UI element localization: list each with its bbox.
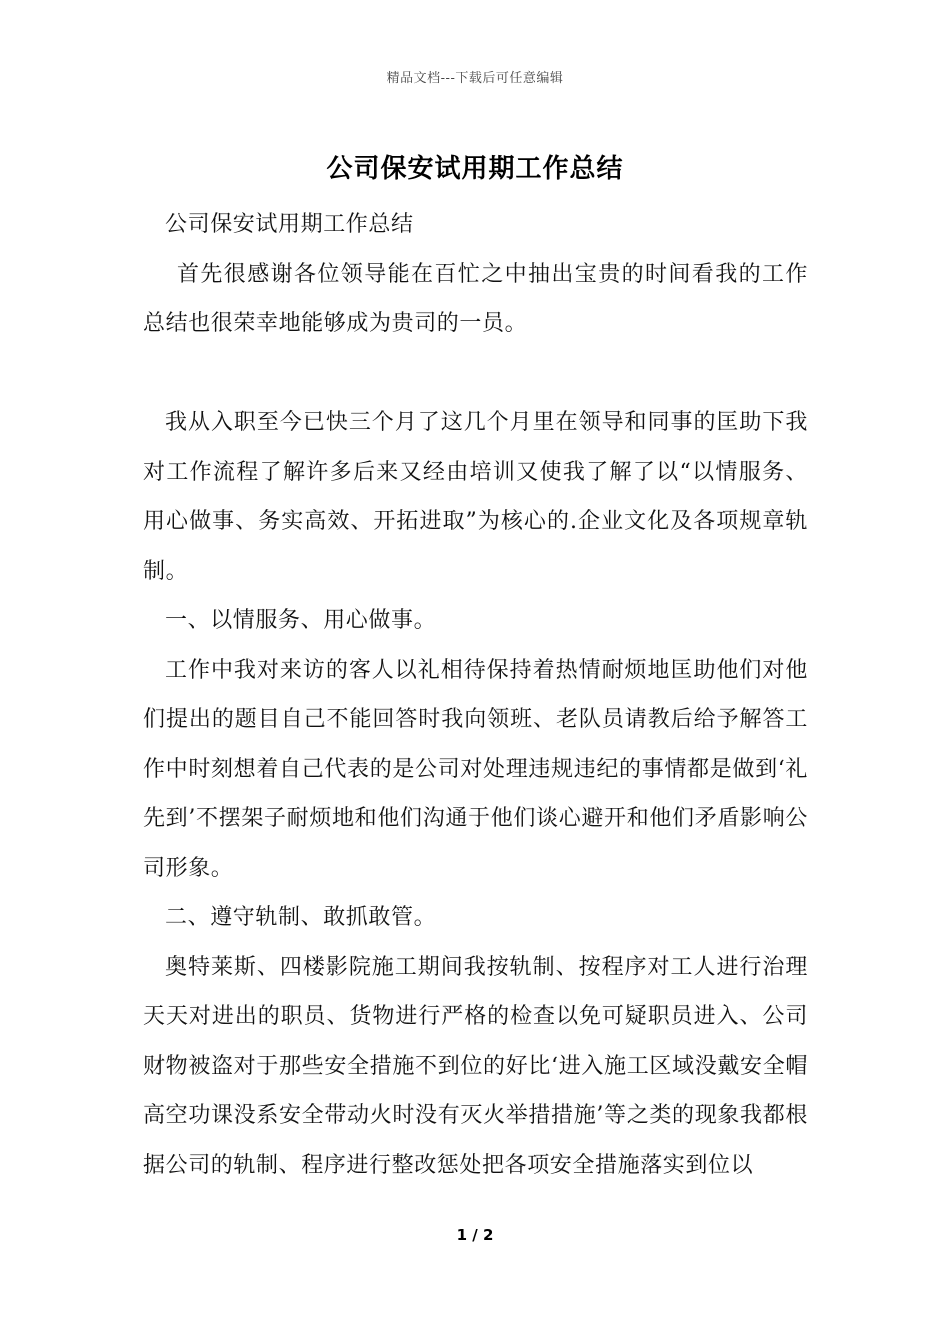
blank-line bbox=[143, 349, 808, 399]
document-body bbox=[143, 200, 808, 1190]
page-number: 1 / 2 bbox=[456, 1226, 494, 1244]
header-note: 精品文档---下载后可任意编辑 bbox=[386, 71, 564, 86]
section-heading: 一、以情服务、用心做事。 bbox=[165, 608, 437, 633]
document-title: 公司保安试用期工作总结 bbox=[326, 154, 624, 184]
intro-paragraph: 首先很感谢各位领导能在百忙之中抽出宝贵的时间看我的工作总结也很荣幸地能够成为贵司的一员。 bbox=[143, 261, 808, 336]
section-heading: 二、遵守轨制、敢抓敢管。 bbox=[165, 905, 437, 930]
body-paragraph: 奥特莱斯、四楼影院施工期间我按轨制、按程序对工人进行治理天天对进出的职员、货物进行严格的检查以免可疑职员进入、公司财物被盗对于那些安全措施不到位的好比‘进入施工区域没戴安全帽高空功课没系安全带动火时没有灭火举措措施’等之类的现象我都根据公司的轨制、程序进行整改惩处把各项安全措施落实到位以 bbox=[143, 954, 808, 1178]
body-paragraph: 工作中我对来访的客人以礼相待保持着热情耐烦地匡助他们对他们提出的题目自己不能回答时我向领班、老队员请教后给予解答工作中时刻想着自己代表的是公司对处理违规违纪的事情都是做到‘礼先到’不摆架子耐烦地和他们沟通于他们谈心避开和他们矛盾影响公司形象。 bbox=[143, 657, 808, 881]
subtitle-paragraph: 公司保安试用期工作总结 bbox=[165, 212, 414, 237]
body-paragraph: 我从入职至今已快三个月了这几个月里在领导和同事的匡助下我对工作流程了解许多后来又经由培训又使我了解了以“以情服务、用心做事、务实高效、开拓进取”为核心的.企业文化及各项规章轨制。 bbox=[143, 410, 808, 584]
